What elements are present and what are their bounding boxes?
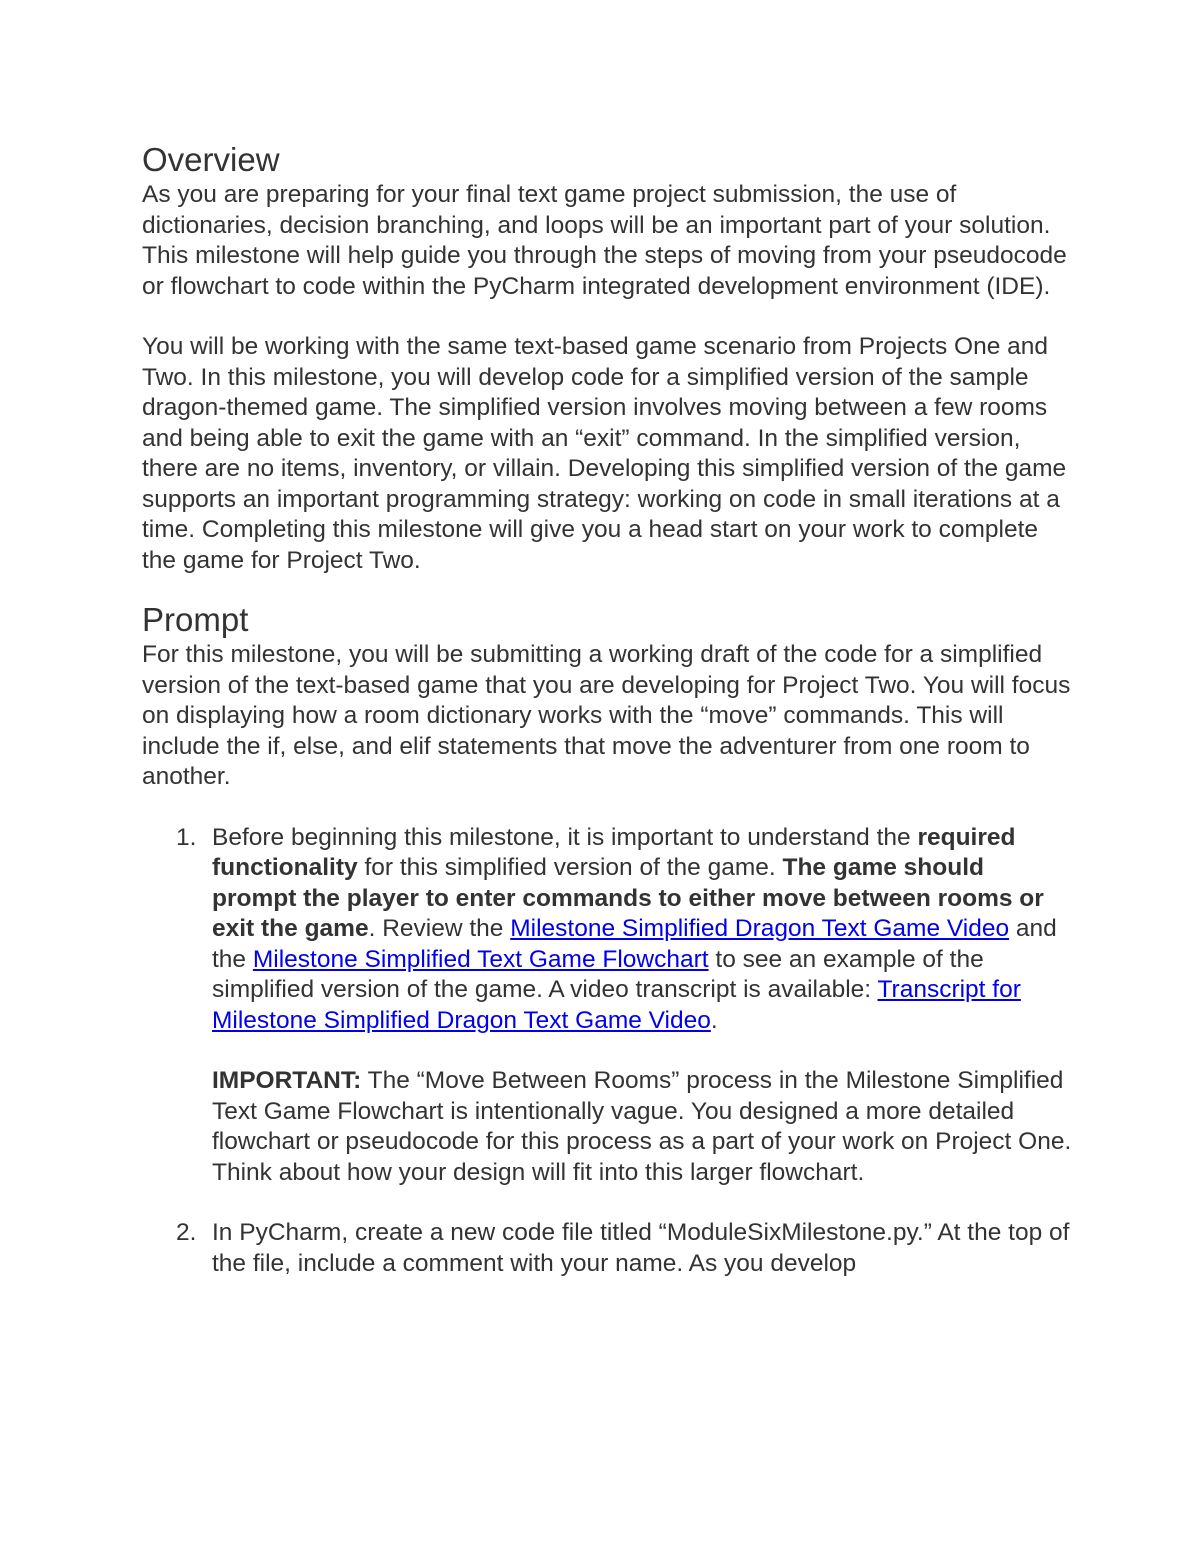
- overview-paragraph-2: You will be working with the same text-based game scenario from Projects One and Two. In this milestone, you will develop code for a simplified version of the sample dragon-themed game. The simplified version involves moving between a few rooms and being able to exit the game with an “exit” command. In the simplified version, there are no items, inventory, or villain. Developing this simplified version of the game supports an important programming strategy: working on code in small iterations at a time. Completing this milestone will give you a head start on your work to complete the game for Project Two.: [142, 333, 1067, 574]
- step-1-text-part: .: [710, 1006, 718, 1034]
- required-functionality-bold: required functionality: [212, 823, 1016, 881]
- step-1-text-part: to see an example of the simplified version of the game. A video transcript is available:: [212, 945, 984, 1003]
- important-note: [212, 1066, 1072, 1188]
- step-1-text-part: and the: [212, 915, 1057, 973]
- prompt-heading: Prompt: [142, 601, 249, 638]
- important-label: IMPORTANT:: [212, 1067, 362, 1094]
- step-2-text: In PyCharm, create a new code file titled “ModuleSixMilestone.py.” At the top of the file, include a comment with your name. As you develop: [212, 1219, 1070, 1277]
- milestone-flowchart-link[interactable]: Milestone Simplified Text Game Flowchart: [252, 945, 709, 973]
- list-item-number: 2.: [176, 1219, 197, 1246]
- document-body: [142, 140, 1072, 1279]
- important-text: The “Move Between Rooms” process in the Milestone Simplified Text Game Flowchart is intentionally vague. You designed a more detailed flowchart or pseudocode for this process as a part of your work on Project One. Think about how your design will fit into this larger flowchart.: [212, 1067, 1072, 1186]
- list-item-number: 1.: [176, 823, 197, 851]
- step-1-text-part: for this simplified version of the game.: [357, 854, 783, 881]
- steps-list: [142, 823, 1072, 1280]
- step-1-text: [212, 823, 1072, 1037]
- overview-paragraph-1: As you are preparing for your final text game project submission, the use of dictionaries, decision branching, and loops will be an important part of your solution. This milestone will help guide you through the steps of moving from your pseudocode or flowchart to code within the PyCharm integrated development environment (IDE).: [142, 181, 1067, 300]
- list-item: [142, 823, 1072, 1189]
- game-requirement-bold: The game should prompt the player to enter commands to either move between rooms or exit the game: [212, 854, 1044, 942]
- step-1-text-part: Before beginning this milestone, it is important to understand the: [212, 823, 918, 851]
- step-1-text-part: . Review the: [368, 915, 511, 942]
- prompt-paragraph-1: For this milestone, you will be submitting a working draft of the code for a simplified version of the text-based game that you are developing for Project Two. You will focus on displaying how a room dictionary works with the “move” commands. This will include the if, else, and elif statements that move the adventurer from one room to another.: [142, 641, 1071, 790]
- list-item: [142, 1218, 1072, 1279]
- video-transcript-link[interactable]: Transcript for Milestone Simplified Dragon Text Game Video: [212, 976, 1021, 1034]
- milestone-video-link[interactable]: Milestone Simplified Dragon Text Game Video: [510, 915, 1010, 942]
- overview-heading: Overview: [142, 141, 280, 178]
